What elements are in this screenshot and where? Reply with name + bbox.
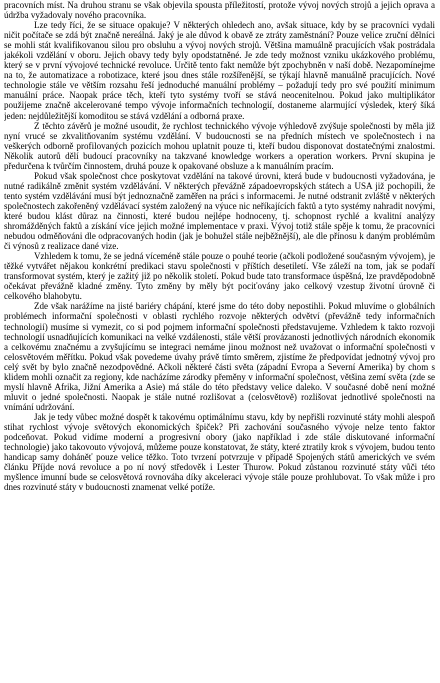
- paragraph: Vzhledem k tomu, že se jedná víceméně stále pouze o pouhé teorie (ačkoli podložené současným vývojem), je těžké vytvářet nějakou konkrétní predikaci stavu společnosti v příštích desetiletí. Vše záleží na tom, jak se podaří transformovat systém, který je zažitý již po několik století. Pokud bude tato transformace úspěšná, lze pravděpodobně očekávat převážně kladné změny. Tyto změny by měly být pociťovány jako celkový vzestup životní úrovně či celkového blahobytu.: [4, 251, 435, 302]
- paragraph: Lze tedy říci, že se situace opakuje? V některých ohledech ano, avšak situace, kdy by se pracovníci vydali ničit počítače se zdá být značně nereálná. Jaký je ale důvod k obavě ze ztráty zaměstnání? Pouze velice zruční dělníci se mohli stát kvalifikovanou silou pro obsluhu a vývoj nových strojů. Většina mamuálně pracujících však postrádala jakékoli vzdělání v oboru. Jejich obavy tedy byly opodstatněné. Je zde tedy možnost vzniku ukázkového problému, který se v první vývojové technické revoluce. Určitě tento fakt nemůže být zpochybněn v naší době. Nezapomínejme na to, že automatizace a robotizace, které jsou dnes stále rozšířenější, se týkají hlavně manuálně pracujících. Nové technologie stále ve větším rozsahu řeší jednoduché manuální problémy – požadují tedy pro své použití minimum manuální práce. Naopak práce těch, kteří tyto systémy tvoří se stává neocenitelnou. Pokud jako multiplikátor použijeme značně akcelerované tempo vývoje informačních technologií, dostaneme alarmující výsledek, který šíká jeden: nejdůležitější komoditou se stává vzdělání a odborná praxe.: [4, 20, 435, 121]
- paragraph: pracovních míst. Na druhou stranu se však objevila spousta příležitostí, protože vývoj nových strojů a jejich oprava a údržba vyžadovaly nového pracovníka.: [4, 0, 435, 21]
- paragraph: Z těchto závěrů je možné usoudit, že rychlost technického vývoje výhledově zvýšuje společnosti by měla již nyní vrucé se zkvalitňovaním systému vzdělání. V budoucnosti se na předních místech ve společnostech i na veškerých odborně profilovaných pozicích mohou uplatnit pouze ti, kteří budou disponovat dostatečnými znalostmi. Několik autorů dělí budoucí pracovníky na takzvané knowledge workers a operation workers. První skupina je předurčena k tvůrčím činnostem, druhá pouze k opakované obsluze a k manuálním pracím.: [4, 120, 435, 171]
- document-page: [4, 0, 435, 681]
- paragraph: Zde však narážíme na jisté bariéry chápání, které jsme do této doby nepostihli. Pokud mluvíme o globálních problémech informační společnosti v oblasti rychlého rozvoje některých odvětví (převážně tedy informačních technologií) musíme si vymezit, co si pod pojmem informační společnosti představujeme. Vzhledem k takto rozvoji technologií usnadňujících komunikaci na velké vzdálenosti, stále větší provázanosti jednotlivých národních ekonomik a celkovému značnému a zvyšujícímu se integraci nemáme jinou možnost než uvažovat o informační společnosti v celosvětovém měřítku. Pokud však povedeme úvahy právě tímto směrem, zjistíme že předpovídat jednotný vývoj pro celý svět by bylo značně nezodpovědné. Ačkoli některé části světa (západní Evropa a Severní Amerika) by chom s klidem mohli označit za regiony, kde nacházíme zárodky přeměny v informační společnost, většina zemí světa (zde se myslí hlavně Afrika, Jižní Amerika a Asie) má stále do této představy velice daleko. V současné době není možné mluvit o jedné společnosti. Naopak je stále nutné rozlišovat a (celosvětově) rozlišovat jednotlivé společnosti na vnímání udržování.: [4, 301, 435, 412]
- paragraph: Pokud však společnost chce poskytovat vzdělání na takové úrovni, která bude v budoucnosti vyžadována, je nutné radikálně změnit systém vzdělávání. V některých převážně západoevropských státech a USA již pochopili, že tento systém vzdělávání musí být jednoznačně zaměřen na práci s informacemi. Je nutné odstranit zvláště v některých společnostech zakořeněný vzdělávací systém založený na výuce nic neříkajících faktů a tyto systémy nahradit novými, které budou klást důraz na činnosti, které budou nejlépe hodnoceny, tj. schopnost rychlé a kvalitní analýzy shromážděných faktů a získání více jejich možné implementace v praxi. Vývoj totiž stále spěje k tomu, že pracovníci nebudou odměňováni dle odpracovaných hodin (jak je bohužel stále nejběžnější), ale dle přínosu k daným problémům či výnosů z realizace dané vize.: [4, 170, 435, 252]
- paragraph: Jak je tedy vůbec možné dospět k takovému optimálnímu stavu, kdy by nepřišli rozvinuté státy mohli alespoň stihat rychlost vývoje světových ekonomických špiček? Při zachování současného vývoje nelze tento faktor podceňovat. Pokud vidíme moderní a progresivní obory (jako například i zde stále diskutované informační technologie) jako takovouto vývojová, můžeme pouze konstatovat, že státy, které ztratily krok s vývojem, budou tento handicap samy doháněť pouze velice těžko. Toto tvrzení potvrzuje v případě Spojených států amerických ve svém článku Příjde nová revoluce a po ní nový středověk i Lester Thurow. Pokud zůstanou rozvinuté státy vůči této myšlence imunní bude se celosvětová rovnováha díky akceleraci vývoje stále pouze prohlubovat. To však může i pro dnes rozvinuté státy v budoucnosti znamenat velké potíže.: [4, 411, 435, 493]
